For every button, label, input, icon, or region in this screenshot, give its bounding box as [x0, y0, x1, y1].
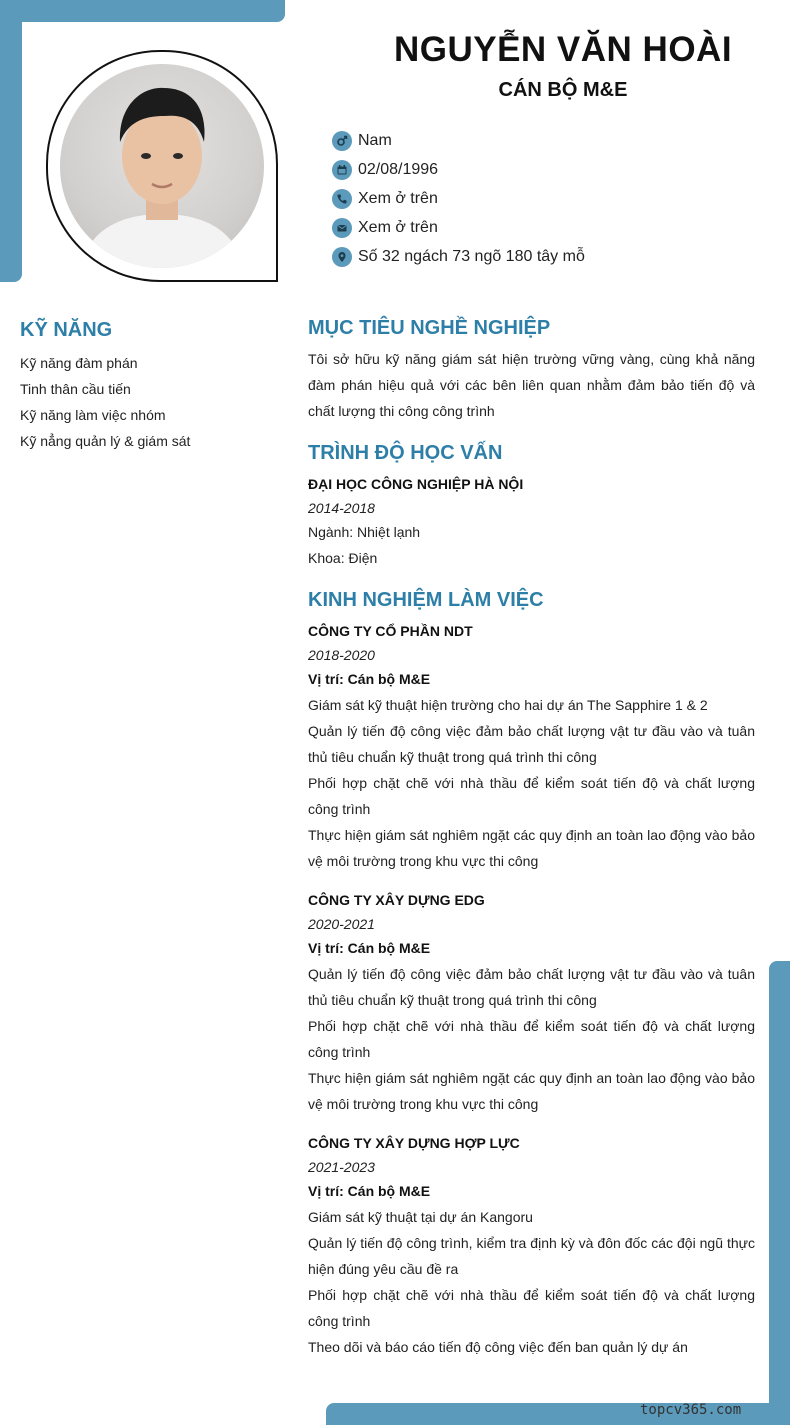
- job-duty: Thực hiện giám sát nghiêm ngặt các quy định an toàn lao động vào bảo vệ môi trường trong khu vực thi công: [308, 827, 755, 869]
- location-icon: [332, 247, 352, 267]
- job-company: CÔNG TY XÂY DỰNG EDG: [308, 892, 485, 908]
- job-duty: Quản lý tiến độ công trình, kiểm tra định kỳ và đôn đốc các đội ngũ thực hiện đúng yêu cầu đề ra: [308, 1235, 755, 1277]
- education-years: 2014-2018: [308, 500, 375, 516]
- objective-text: Tôi sở hữu kỹ năng giám sát hiện trường vững vàng, cùng khả năng đàm phán hiệu quả với các bên liên quan nhằm đảm bảo tiến độ và chất lượng thi công công trình: [308, 351, 755, 419]
- email-icon: [332, 218, 352, 238]
- decor-bar-left: [0, 0, 22, 282]
- info-birthday-text: 02/08/1996: [358, 161, 439, 178]
- job-position: Vị trí: Cán bộ M&E: [308, 940, 431, 956]
- skills-heading: KỸ NĂNG: [20, 319, 113, 341]
- job-years: 2020-2021: [308, 916, 375, 932]
- info-address: [332, 246, 585, 268]
- job-years: 2021-2023: [308, 1159, 375, 1175]
- info-gender-text: Nam: [358, 132, 392, 149]
- job-duty: Giám sát kỹ thuật tại dự án Kangoru: [308, 1209, 533, 1225]
- job-duty: Theo dõi và báo cáo tiến độ công việc đến ban quản lý dự án: [308, 1339, 688, 1355]
- skill-item: Kỹ năng đàm phán: [20, 355, 138, 371]
- info-email: [332, 217, 438, 239]
- candidate-job-title: CÁN BỘ M&E: [498, 79, 628, 101]
- job-duty: Giám sát kỹ thuật hiện trường cho hai dự án The Sapphire 1 & 2: [308, 697, 708, 713]
- info-phone: [332, 188, 438, 210]
- info-birthday: [332, 159, 438, 181]
- job-duty: Phối hợp chặt chẽ với nhà thầu để kiểm soát tiến độ và chất lượng công trình: [308, 775, 755, 817]
- objective-heading: MỤC TIÊU NGHỀ NGHIỆP: [308, 317, 551, 339]
- phone-icon: [332, 189, 352, 209]
- job-duty: Phối hợp chặt chẽ với nhà thầu để kiểm soát tiến độ và chất lượng công trình: [308, 1018, 755, 1060]
- skill-item: Tinh thân cầu tiến: [20, 381, 131, 397]
- job-duty: Thực hiện giám sát nghiêm ngặt các quy định an toàn lao động vào bảo vệ môi trường trong khu vực thi công: [308, 1070, 755, 1112]
- decor-bar-right: [769, 961, 790, 1425]
- info-phone-text: Xem ở trên: [358, 190, 438, 207]
- gender-icon: [332, 131, 352, 151]
- info-address-text: Số 32 ngách 73 ngõ 180 tây mỗ: [358, 248, 585, 265]
- info-gender: [332, 130, 392, 152]
- profile-photo: [60, 64, 264, 268]
- education-heading: TRÌNH ĐỘ HỌC VẤN: [308, 442, 503, 464]
- job-position: Vị trí: Cán bộ M&E: [308, 671, 431, 687]
- job-company: CÔNG TY CỔ PHẦN NDT: [308, 623, 473, 639]
- job-years: 2018-2020: [308, 647, 375, 663]
- job-company: CÔNG TY XÂY DỰNG HỢP LỰC: [308, 1135, 520, 1151]
- education-faculty: Khoa: Điện: [308, 550, 378, 566]
- experience-heading: KINH NGHIỆM LÀM VIỆC: [308, 589, 544, 611]
- skill-item: Kỹ nẳng quản lý & giám sát: [20, 433, 191, 449]
- calendar-icon: [332, 160, 352, 180]
- profile-photo-frame: [46, 50, 278, 282]
- job-position: Vị trí: Cán bộ M&E: [308, 1183, 431, 1199]
- education-major: Ngành: Nhiệt lạnh: [308, 524, 421, 540]
- job-duty: Quản lý tiến độ công việc đảm bảo chất lượng vật tư đầu vào và tuân thủ tiêu chuẩn kỹ thuật trong quá trình thi công: [308, 723, 755, 765]
- info-email-text: Xem ở trên: [358, 219, 438, 236]
- job-duty: Phối hợp chặt chẽ với nhà thầu để kiểm soát tiến độ và chất lượng công trình: [308, 1287, 755, 1329]
- watermark: topcv365.com: [640, 1402, 742, 1418]
- decor-bar-top: [0, 0, 285, 22]
- education-school: ĐẠI HỌC CÔNG NGHIỆP HÀ NỘI: [308, 476, 524, 492]
- job-duty: Quản lý tiến độ công việc đảm bảo chất lượng vật tư đầu vào và tuân thủ tiêu chuẩn kỹ thuật trong quá trình thi công: [308, 966, 755, 1008]
- candidate-name: NGUYỄN VĂN HOÀI: [393, 30, 733, 69]
- skill-item: Kỹ năng làm việc nhóm: [20, 407, 166, 423]
